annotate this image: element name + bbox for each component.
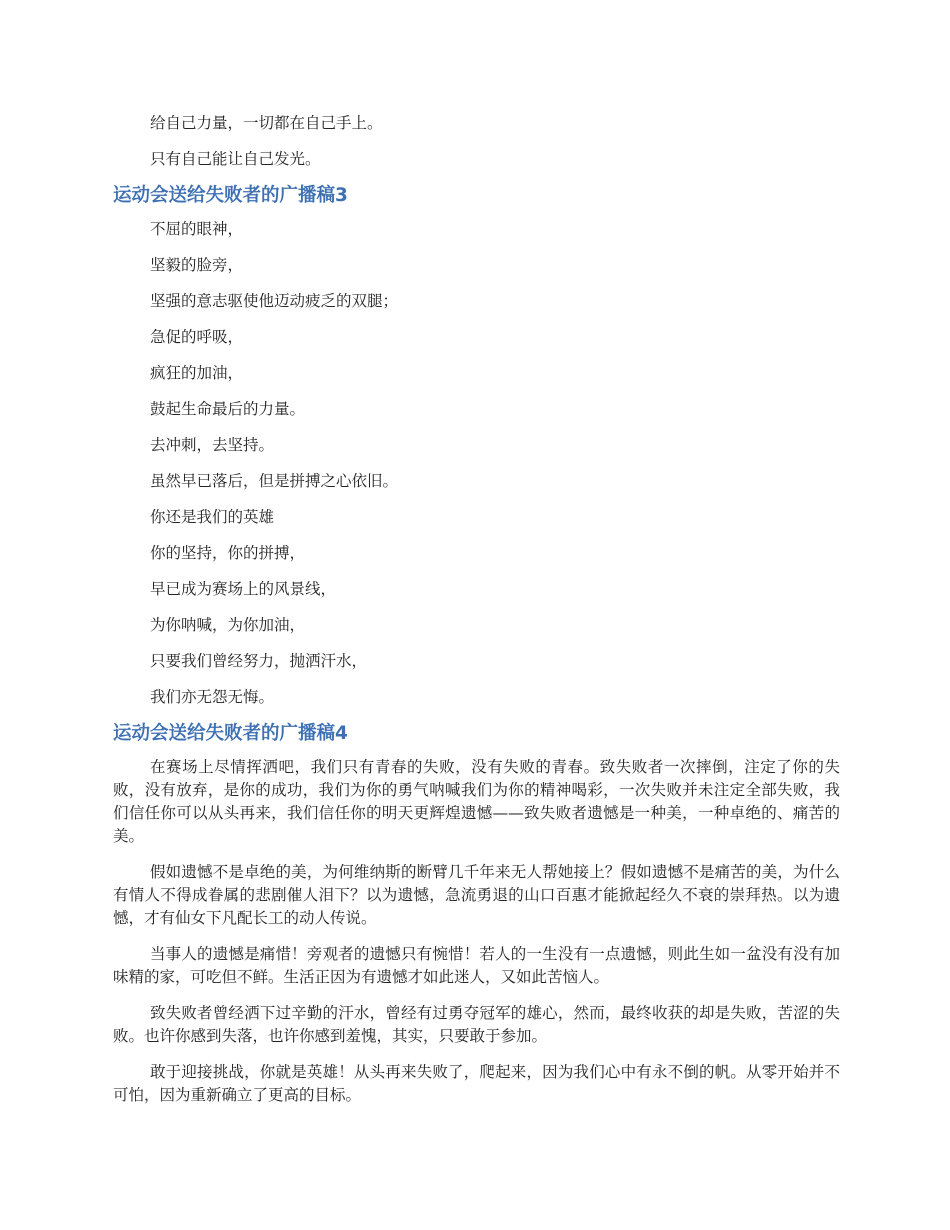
document-body [113, 112, 840, 1120]
poem-line: 坚强的意志驱使他迈动疲乏的双腿； [150, 292, 399, 310]
poem-line: 不屈的眼神， [150, 220, 244, 238]
intro-line: 只有自己能让自己发光。 [150, 150, 321, 168]
body-paragraph: 假如遗憾不是卓绝的美，为何维纳斯的断臂几千年来无人帮她接上？假如遗憾不是痛苦的美，为什么有情人不得成眷属的悲剧催人泪下？以为遗憾，急流勇退的山口百惠才能掀起经久不衰的崇拜热。以为遗憾，才有仙女下凡配长工的动人传说。 [113, 863, 840, 927]
poem-line: 鼓起生命最后的力量。 [150, 400, 306, 418]
body-paragraph: 敢于迎接挑战，你就是英雄！从头再来失败了，爬起来，因为我们心中有永不倒的帆。从零开始并不可怕，因为重新确立了更高的目标。 [113, 1063, 840, 1104]
body-paragraph: 在赛场上尽情挥洒吧，我们只有青春的失败，没有失败的青春。致失败者一次摔倒，注定了你的失败，没有放弃，是你的成功，我们为你的勇气呐喊我们为你的精神喝彩，一次失败并未注定全部失败，我们信任你可以从头再来，我们信任你的明天更辉煌遗憾——致失败者遗憾是一种美，一种卓绝的、痛苦的美。 [113, 758, 840, 845]
poem-line: 早已成为赛场上的风景线， [150, 580, 337, 598]
section-4-heading: 运动会送给失败者的广播稿4 [113, 723, 348, 744]
poem-line: 去冲刺，去坚持。 [150, 436, 275, 454]
poem-line: 坚毅的脸旁， [150, 256, 244, 274]
section-3-heading: 运动会送给失败者的广播稿3 [113, 185, 348, 206]
poem-line: 你的坚持，你的拼搏， [150, 544, 306, 562]
poem-line: 急促的呼吸， [150, 328, 244, 346]
poem-line: 只要我们曾经努力，抛洒汗水， [150, 652, 368, 670]
body-paragraph: 致失败者曾经洒下过辛勤的汗水，曾经有过勇夺冠军的雄心，然而，最终收获的却是失败，苦涩的失败。也许你感到失落，也许你感到羞愧，其实，只要敢于参加。 [113, 1004, 840, 1045]
poem-line: 我们亦无怨无悔。 [150, 688, 275, 706]
poem-line: 疯狂的加油， [150, 364, 244, 382]
poem-line: 你还是我们的英雄 [150, 508, 275, 526]
intro-line: 给自己力量，一切都在自己手上。 [150, 114, 383, 132]
poem-line: 为你呐喊，为你加油， [150, 616, 306, 634]
body-paragraph: 当事人的遗憾是痛惜！旁观者的遗憾只有惋惜！若人的一生没有一点遗憾，则此生如一盆没有没有加味精的家，可吃但不鲜。生活正因为有遗憾才如此迷人，又如此苦恼人。 [113, 945, 840, 986]
poem-line: 虽然早已落后，但是拼搏之心依旧。 [150, 472, 399, 490]
